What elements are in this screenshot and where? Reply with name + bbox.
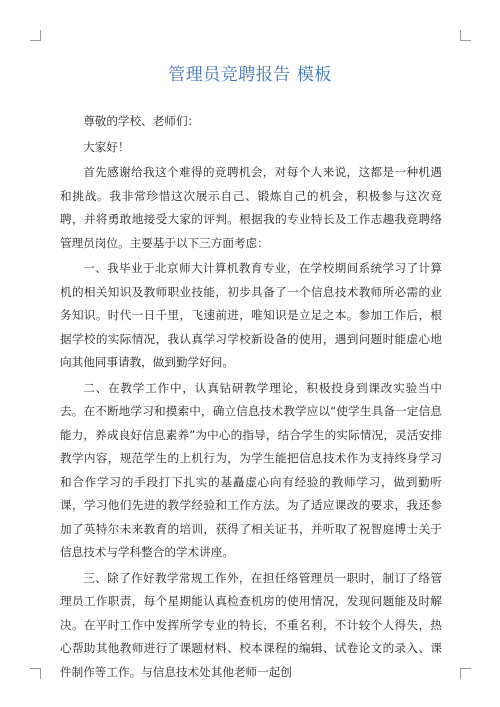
paragraph-three: 三、除了作好教学常规工作外，在担任络管理员一职时，制订了络管理员工作职责，每个星期能认真检查机房的使用情况，发现问题能及时解决。在平时工作中发挥所学专业的特长，不重名利，不计较个人得失，热心帮助其他教师进行了课题材料、校本课程的编辑、试卷论文的录入、课件制作等工作。与信息技术处其他老师一起创 [60,570,442,679]
crop-mark-bottom-left [30,668,41,679]
paragraph-one: 一、我毕业于北京师大计算机教育专业，在学校期间系统学习了计算机的相关知识及教师职业技能，初步具备了一个信息技术教师所必需的业务知识。时代一日千里，飞速前进，唯知识是立足之本。参加工作后，根据学校的实际情况，我认真学习学校新设备的使用，遇到问题时能虚心地向其他同事请教，做到勤学好问。 [60,261,442,369]
paragraph-intro: 首先感谢给我这个难得的竞聘机会，对每个人来说，这都是一种机遇和挑战。我非常珍惜这次展示自己、锻炼自己的机会，积极参与这次竞聘，并将勇敢地接受大家的评判。根据我的专业特长及工作志趣我竞聘络管理员岗位。主要基于以下三方面考虑： [60,165,442,250]
document-title: 管理员竞聘报告 模板 [168,65,332,85]
crop-mark-bottom-right [460,668,471,679]
document-body [60,110,442,684]
crop-mark-top-right [460,30,471,41]
paragraph-two: 二、在教学工作中，认真钻研教学理论，积极投身到课改实验当中去。在不断地学习和摸索中，确立信息技术教学应以“使学生具备一定信息能力，养成良好信息素养”为中心的指导，结合学生的实际情况，灵活安排教学内容，规范学生的上机行为，为学生能把信息技术作为支持终身学习和合作学习的手段打下扎实的基矗虚心向有经验的教师学习，做到勤听课，学习他们先进的教学经验和工作方法。为了适应课改的要求，我还参加了英特尔未来教育的培训，获得了相关证书，并听取了祝智庭博士关于信息技术与学科整合的学术讲座。 [60,380,442,559]
greeting: 尊敬的学校、老师们： [83,114,200,128]
crop-mark-top-left [30,30,41,41]
hello-line: 大家好！ [83,139,130,154]
